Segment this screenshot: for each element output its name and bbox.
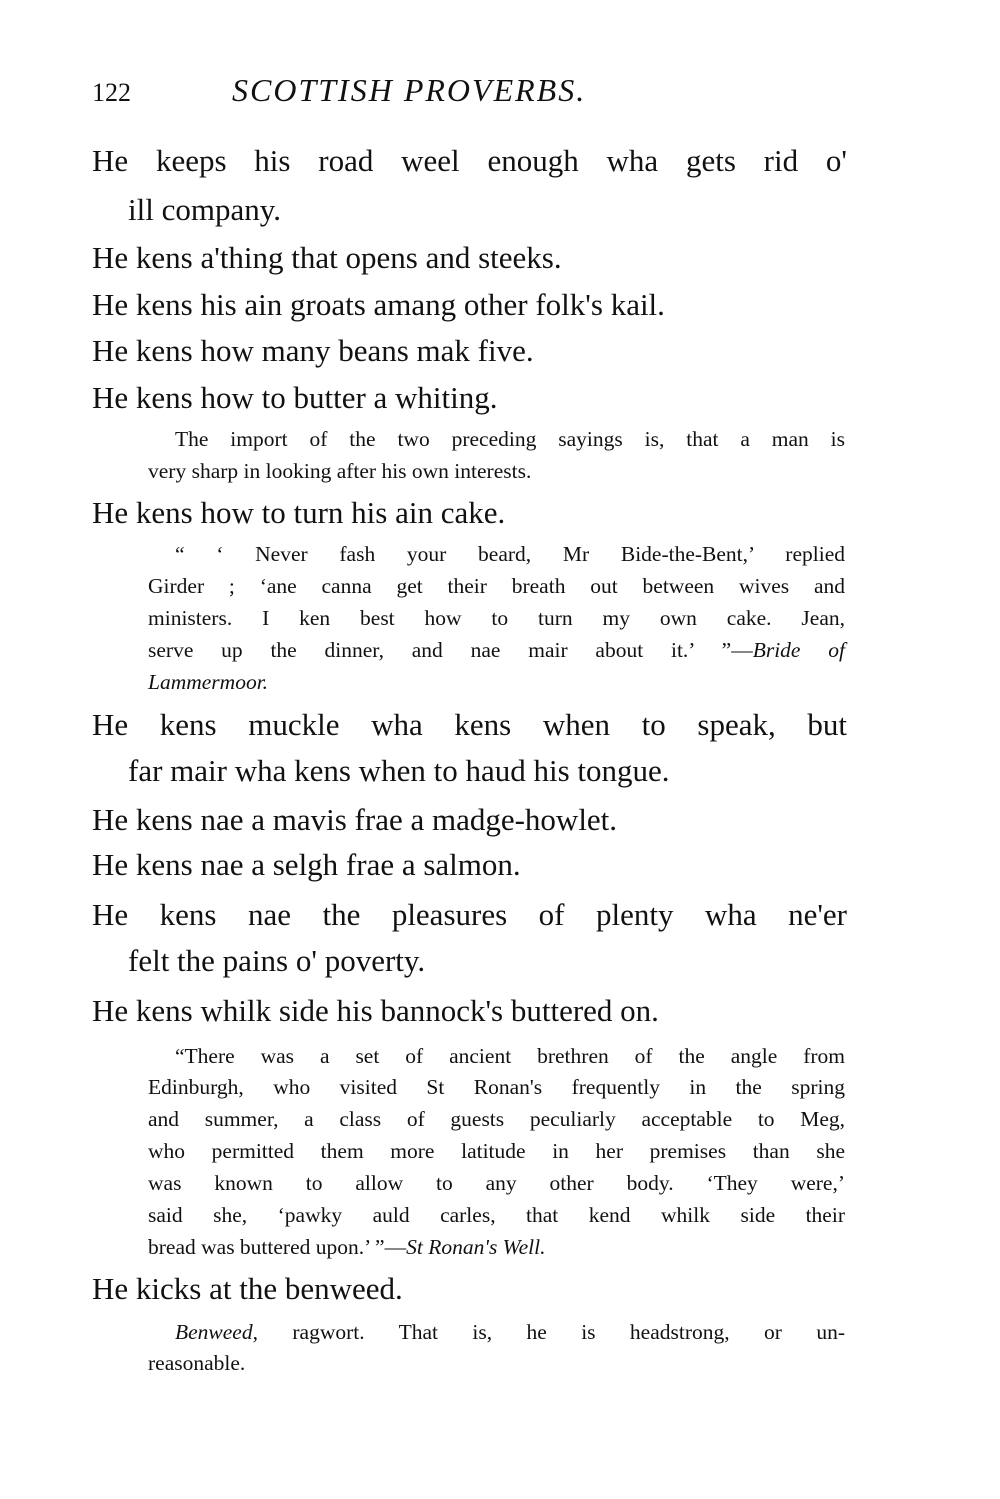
proverb-line: ill company. <box>128 192 281 227</box>
note-line: very sharp in looking after his own interests. <box>148 459 532 483</box>
note-line: was known to allow to any other body. ‘They were,’ <box>148 1171 845 1195</box>
note-line: said she, ‘pawky auld carles, that kend whilk side their <box>148 1203 845 1227</box>
proverb-line: He kens nae a mavis frae a madge-howlet. <box>92 802 618 837</box>
proverb-line: He kens how to turn his ain cake. <box>92 495 506 530</box>
proverb-line: He keeps his road weel enough wha gets rid o' <box>92 143 847 178</box>
proverb-line: He kens a'thing that opens and steeks. <box>92 240 562 275</box>
note-line: and summer, a class of guests peculiarly acceptable to Meg, <box>148 1107 845 1131</box>
proverb-line: He kens how to butter a whiting. <box>92 380 498 415</box>
note-line: “ ‘ Never fash your beard, Mr Bide-the-Bent,’ replied <box>175 542 845 566</box>
proverb-line: felt the pains o' poverty. <box>128 943 426 978</box>
note-line: who permitted them more latitude in her premises than she <box>148 1139 845 1163</box>
page-number: 122 <box>92 78 131 107</box>
note-text: bread was buttered upon.’ ”— <box>148 1235 407 1259</box>
proverb-line: far mair wha kens when to haud his tongue. <box>128 753 670 788</box>
proverb-line: He kens muckle wha kens when to speak, but <box>92 707 847 742</box>
glossed-term: Benweed <box>175 1320 253 1344</box>
proverb-line: He kens whilk side his bannock's buttered on. <box>92 993 659 1028</box>
note-line: Edinburgh, who visited St Ronan's frequently in the spring <box>148 1075 845 1099</box>
note-line: ministers. I ken best how to turn my own cake. Jean, <box>148 606 845 630</box>
note-line: The import of the two preceding sayings is, that a man is <box>175 427 845 451</box>
proverb-line: He kicks at the benweed. <box>92 1271 403 1306</box>
source-citation: Lammermoor. <box>148 670 269 694</box>
proverb-line: He kens how many beans mak five. <box>92 333 534 368</box>
note-line <box>175 1320 845 1345</box>
proverb-line: He kens his ain groats amang other folk's kail. <box>92 287 665 322</box>
running-header <box>92 72 586 109</box>
note-text: , ragwort. That is, he is headstrong, or un- <box>252 1320 845 1344</box>
running-title: SCOTTISH PROVERBS. <box>232 72 587 108</box>
proverb-line: He kens nae a selgh frae a salmon. <box>92 847 521 882</box>
note-line: reasonable. <box>148 1351 246 1375</box>
note-line <box>148 638 845 663</box>
note-text: serve up the dinner, and nae mair about it.’ ”— <box>148 638 753 662</box>
note-line <box>148 670 845 695</box>
proverb-line: He kens nae the pleasures of plenty wha ne'er <box>92 897 847 932</box>
note-line: “There was a set of ancient brethren of the angle from <box>175 1044 845 1068</box>
note-line <box>148 1235 845 1260</box>
source-citation: St Ronan's Well. <box>406 1235 546 1259</box>
note-line: Girder ; ‘ane canna get their breath out between wives and <box>148 574 845 598</box>
source-citation: Bride of <box>752 638 845 662</box>
